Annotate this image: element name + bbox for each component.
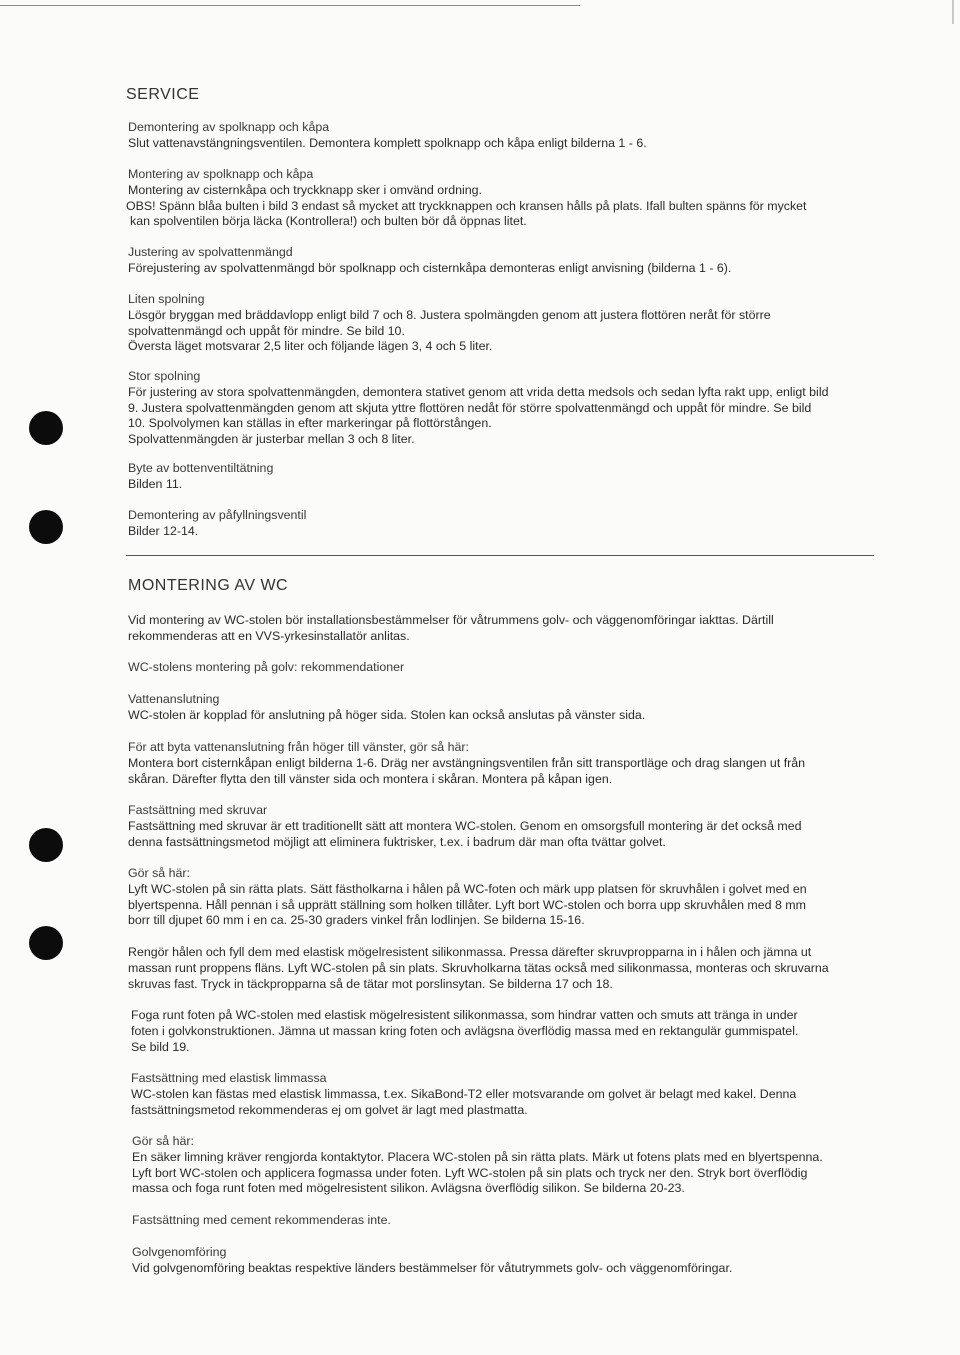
text-line: massa och foga runt foten med mögelresistent silikon. Avlägsna överflödig silikon. Se bilderna 20-23. [132, 1181, 685, 1196]
paragraph-rengor [128, 945, 880, 992]
text-line: 10. Spolvolymen kan ställas in efter markeringar på flottörstången. [128, 416, 492, 431]
scan-edge-line [0, 5, 580, 6]
subheading: Liten spolning [128, 292, 205, 306]
text-line: fastsättningsmetod rekommenderas ej om golvet är lagt med plastmatta. [131, 1102, 528, 1117]
scan-edge-mark [952, 0, 954, 24]
text-line: Se bild 19. [131, 1039, 190, 1054]
paragraph-byta-anslutning [128, 740, 880, 787]
subheading: WC-stolens montering på golv: rekommendationer [128, 660, 405, 674]
text-line: Rengör hålen och fyll dem med elastisk mögelresistent silikonmassa. Pressa därefter skruvpropparna in i hålen och jämna ut [128, 945, 812, 959]
text-line: Montera bort cisternkåpan enligt bilderna 1-6. Dräg ner avstängningsventilen från sitt transportläge och drag slangen ut från [128, 755, 806, 770]
text-line: skruvas fast. Tryck in täckpropparna så de tätar mot porslinsytan. Se bilderna 17 och 18. [128, 976, 613, 991]
text-line: Lyft WC-stolen på sin rätta plats. Sätt fästholkarna i hålen på WC-foten och märk upp platsen för skruvhålen i golvet med en [128, 881, 807, 896]
text-line: kan spolventilen börja läcka (Kontrollera!) och bulten bör då öppnas litet. [130, 214, 527, 229]
text-line: Montering av cisternkåpa och tryckknapp sker i omvänd ordning. [128, 182, 482, 197]
subheading: Fastsättning med cement rekommenderas inte. [132, 1213, 391, 1227]
text-line: Lyft bort WC-stolen och applicera fogmassa under foten. Lyft WC-stolen på sin plats och tryck ner den. Stryk bort överflödig [132, 1165, 808, 1180]
paragraph-limmassa [131, 1071, 883, 1118]
text-line: Foga runt foten på WC-stolen med elastisk mögelresistent silikonmassa, som hindrar vatten och smuts att tränga in under [131, 1008, 798, 1022]
text-line: Vid golvgenomföring beaktas respektive länders bestämmelser för våtutrymmets golv- och väggenomföringar. [132, 1260, 733, 1275]
subheading: Gör så här: [128, 866, 190, 880]
text-line: Fastsättning med skruvar är ett traditionellt sätt att montera WC-stolen. Genom en omsorgsfull montering är det också med [128, 818, 802, 833]
subheading: Stor spolning [128, 369, 201, 383]
text-line: Vid montering av WC-stolen bör installationsbestämmelser för våtrummens golv- och väggenomföringar iakttas. Därtill [128, 613, 774, 627]
subheading: Byte av bottenventiltätning [128, 461, 274, 475]
section-divider [126, 555, 874, 556]
punch-hole [29, 926, 63, 960]
text-line: WC-stolen är kopplad för anslutning på höger sida. Stolen kan också anslutas på vänster sida. [128, 707, 646, 722]
punch-hole [29, 828, 63, 862]
subheading: Montering av spolknapp och kåpa [128, 167, 314, 181]
text-line: En säker limning kräver rengjorda kontaktytor. Placera WC-stolen på sin rätta plats. Märk ut fotens plats med en blyertspenna. [132, 1149, 823, 1164]
text-line: foten i golvkonstruktionen. Jämna ut massan kring foten och avlägsna överflödig massa med en rektangulär gummispatel. [131, 1023, 799, 1038]
paragraph-skruvar [128, 803, 880, 850]
paragraph-rekommendationer [128, 660, 880, 676]
text-line: Slut vattenavstängningsventilen. Demontera komplett spolknapp och kåpa enligt bilderna 1 - 6. [128, 135, 647, 150]
paragraph-stor-spolning [128, 369, 880, 448]
paragraph-montering [128, 167, 880, 230]
text-line: Bilden 11. [128, 476, 183, 491]
text-line: denna fastsättningsmetod möjligt att eliminera fuktrisker, t.ex. i badrum där man ofta tvättar golvet. [128, 834, 666, 849]
paragraph-vattenanslutning [128, 692, 880, 724]
punch-hole [29, 510, 63, 544]
paragraph-justering [128, 245, 880, 277]
paragraph-demontering [128, 120, 880, 152]
subheading: Demontering av spolknapp och kåpa [128, 120, 330, 134]
paragraph-gor-sa-har-1 [128, 866, 880, 929]
subheading: Golvgenomföring [132, 1245, 227, 1259]
subheading: Gör så här: [132, 1134, 194, 1148]
subheading: Fastsättning med elastisk limmassa [131, 1071, 327, 1085]
subheading: Demontering av påfyllningsventil [128, 508, 307, 522]
paragraph-cement [132, 1213, 884, 1229]
text-line: Spolvattenmängden är justerbar mellan 3 och 8 liter. [128, 432, 415, 447]
paragraph-gor-sa-har-2 [132, 1134, 884, 1197]
text-line: spolvattenmängd och uppåt för mindre. Se bild 10. [128, 323, 405, 338]
paragraph-liten-spolning [128, 292, 880, 355]
text-line: Lösgör bryggan med bräddavlopp enligt bild 7 och 8. Justera spolmängden genom att justera flottören neråt för större [128, 307, 771, 322]
text-line: borr till djupet 60 mm i en ca. 25-30 graders vinkel från lodlinjen. Se bilderna 15-16. [128, 913, 585, 928]
paragraph-golvgenomforing [132, 1245, 884, 1277]
text-line: rekommenderas att en VVS-yrkesinstallatör anlitas. [128, 628, 410, 643]
text-line: skåran. Därefter flytta den till vänster sida och montera i skåran. Montera på kåpan igen. [128, 771, 613, 786]
text-line: massan runt proppens fläns. Lyft WC-stolen på sin plats. Skruvholkarna tätas också med silikonmassa, monteras och skruvarna [128, 960, 829, 975]
text-line: OBS! Spänn blåa bulten i bild 3 endast så mycket att tryckknappen och kransen hålls på plats. Ifall bulten spänns för mycket [126, 198, 807, 213]
paragraph-foga [131, 1008, 883, 1055]
text-line: Förejustering av spolvattenmängd bör spolknapp och cisternkåpa demonteras enligt anvisning (bilderna 1 - 6). [128, 260, 732, 275]
subheading: För att byta vattenanslutning från höger till vänster, gör så här: [128, 740, 469, 754]
paragraph-pafyllning [128, 508, 880, 540]
text-line: blyertspenna. Håll pennan i så upprätt ställning som holken tillåter. Lyft bort WC-stolen och borra upp skruvhålen med 8 mm [128, 897, 806, 912]
text-line: Bilder 12-14. [128, 523, 199, 538]
section-title-service: SERVICE [126, 86, 200, 103]
text-line: 9. Justera spolvattenmängden genom att skjuta yttre flottören nedåt för större spolvattenmängd och uppåt för mindre. Se bild [128, 400, 812, 415]
subheading: Justering av spolvattenmängd [128, 245, 293, 259]
paragraph-byte [128, 461, 880, 493]
text-line: För justering av stora spolvattenmängden, demontera stativet genom att vrida detta medsols och sedan lyfta rakt upp, enligt bild [128, 384, 829, 399]
text-line: WC-stolen kan fästas med elastisk limmassa, t.ex. SikaBond-T2 eller motsvarande om golvet är belagt med kakel. Denna [131, 1086, 797, 1101]
subheading: Vattenanslutning [128, 692, 220, 706]
subheading: Fastsättning med skruvar [128, 803, 268, 817]
section-title-montering: MONTERING AV WC [128, 577, 289, 594]
text-line: Översta läget motsvarar 2,5 liter och följande lägen 3, 4 och 5 liter. [128, 339, 493, 354]
punch-hole [29, 411, 63, 445]
paragraph-intro [128, 613, 880, 645]
